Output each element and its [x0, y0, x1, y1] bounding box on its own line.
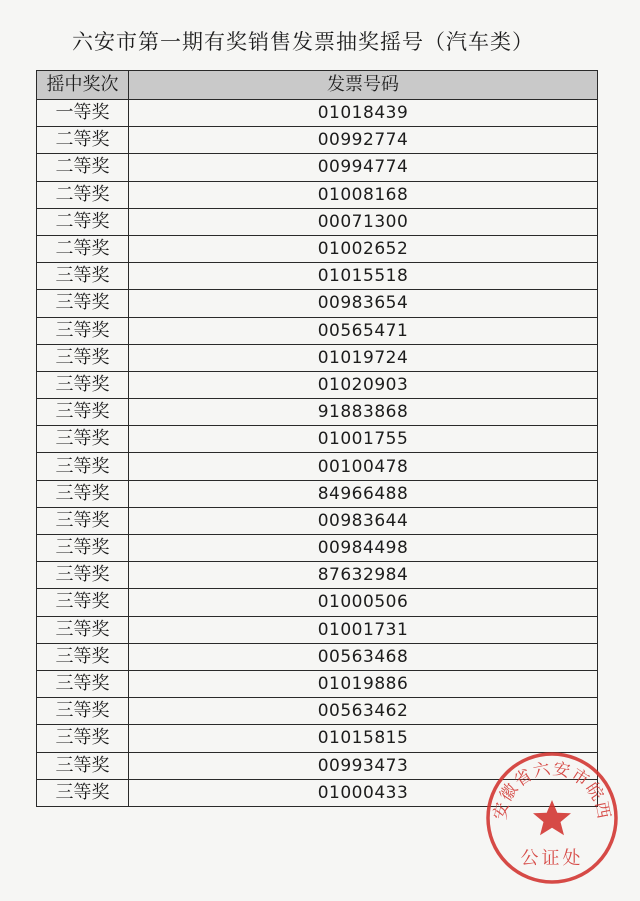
- table-row: [37, 507, 598, 534]
- invoice-number-cell: 01020903: [129, 371, 598, 398]
- table-row: [37, 779, 598, 806]
- table-row: [37, 263, 598, 290]
- invoice-number-cell: 01018439: [129, 100, 598, 127]
- seal-bottom-text: 公证处: [520, 848, 584, 869]
- column-header-prize: 摇中奖次: [37, 71, 129, 100]
- table-row: [37, 589, 598, 616]
- prize-level-cell: 三等奖: [37, 779, 129, 806]
- prize-level-cell: 二等奖: [37, 154, 129, 181]
- table-row: [37, 127, 598, 154]
- table-row: [37, 725, 598, 752]
- prize-level-cell: 一等奖: [37, 100, 129, 127]
- invoice-number-cell: 00100478: [129, 453, 598, 480]
- invoice-number-cell: 00984498: [129, 535, 598, 562]
- prize-level-cell: 二等奖: [37, 208, 129, 235]
- table-row: [37, 616, 598, 643]
- prize-level-cell: 三等奖: [37, 426, 129, 453]
- invoice-number-cell: 01015815: [129, 725, 598, 752]
- table-row: [37, 317, 598, 344]
- table-row: [37, 752, 598, 779]
- table-row: [37, 235, 598, 262]
- table-row: [37, 562, 598, 589]
- table-row: [37, 670, 598, 697]
- invoice-number-cell: 00071300: [129, 208, 598, 235]
- table-row: [37, 371, 598, 398]
- prize-level-cell: 三等奖: [37, 399, 129, 426]
- table-row: [37, 426, 598, 453]
- table-row: [37, 344, 598, 371]
- invoice-number-cell: 00983654: [129, 290, 598, 317]
- table-row: [37, 535, 598, 562]
- invoice-number-cell: 00565471: [129, 317, 598, 344]
- invoice-number-cell: 84966488: [129, 480, 598, 507]
- invoice-number-cell: 01001731: [129, 616, 598, 643]
- prize-level-cell: 二等奖: [37, 127, 129, 154]
- document-title: 六安市第一期有奖销售发票抽奖摇号（汽车类）: [72, 30, 534, 54]
- prize-level-cell: 三等奖: [37, 670, 129, 697]
- invoice-number-cell: 01000433: [129, 779, 598, 806]
- table-row: [37, 698, 598, 725]
- invoice-number-cell: 01019724: [129, 344, 598, 371]
- prize-level-cell: 三等奖: [37, 616, 129, 643]
- table-header-row: [37, 71, 598, 100]
- prize-level-cell: 三等奖: [37, 752, 129, 779]
- invoice-number-cell: 87632984: [129, 562, 598, 589]
- lottery-results-table: [36, 70, 598, 807]
- invoice-number-cell: 01015518: [129, 263, 598, 290]
- prize-level-cell: 三等奖: [37, 480, 129, 507]
- prize-level-cell: 三等奖: [37, 344, 129, 371]
- table-row: [37, 181, 598, 208]
- invoice-number-cell: 00993473: [129, 752, 598, 779]
- prize-level-cell: 三等奖: [37, 589, 129, 616]
- prize-level-cell: 三等奖: [37, 453, 129, 480]
- invoice-number-cell: 00983644: [129, 507, 598, 534]
- prize-level-cell: 三等奖: [37, 317, 129, 344]
- prize-level-cell: 三等奖: [37, 507, 129, 534]
- prize-level-cell: 三等奖: [37, 725, 129, 752]
- prize-level-cell: 二等奖: [37, 235, 129, 262]
- column-header-invoice-number: 发票号码: [129, 71, 598, 100]
- prize-level-cell: 三等奖: [37, 535, 129, 562]
- prize-level-cell: 二等奖: [37, 181, 129, 208]
- prize-level-cell: 三等奖: [37, 643, 129, 670]
- invoice-number-cell: 00563462: [129, 698, 598, 725]
- invoice-number-cell: 00563468: [129, 643, 598, 670]
- table-body: [37, 100, 598, 807]
- prize-level-cell: 三等奖: [37, 698, 129, 725]
- table-row: [37, 399, 598, 426]
- invoice-number-cell: 91883868: [129, 399, 598, 426]
- table-row: [37, 154, 598, 181]
- invoice-number-cell: 01002652: [129, 235, 598, 262]
- invoice-number-cell: 01008168: [129, 181, 598, 208]
- table-row: [37, 208, 598, 235]
- prize-level-cell: 三等奖: [37, 371, 129, 398]
- table-row: [37, 290, 598, 317]
- table-row: [37, 100, 598, 127]
- prize-level-cell: 三等奖: [37, 562, 129, 589]
- invoice-number-cell: 01000506: [129, 589, 598, 616]
- invoice-number-cell: 00994774: [129, 154, 598, 181]
- table-row: [37, 453, 598, 480]
- invoice-number-cell: 01019886: [129, 670, 598, 697]
- invoice-number-cell: 00992774: [129, 127, 598, 154]
- prize-level-cell: 三等奖: [37, 263, 129, 290]
- invoice-number-cell: 01001755: [129, 426, 598, 453]
- prize-level-cell: 三等奖: [37, 290, 129, 317]
- table-row: [37, 480, 598, 507]
- seal-arc-textpath: 安徽省六安市皖西: [490, 758, 614, 822]
- table-row: [37, 643, 598, 670]
